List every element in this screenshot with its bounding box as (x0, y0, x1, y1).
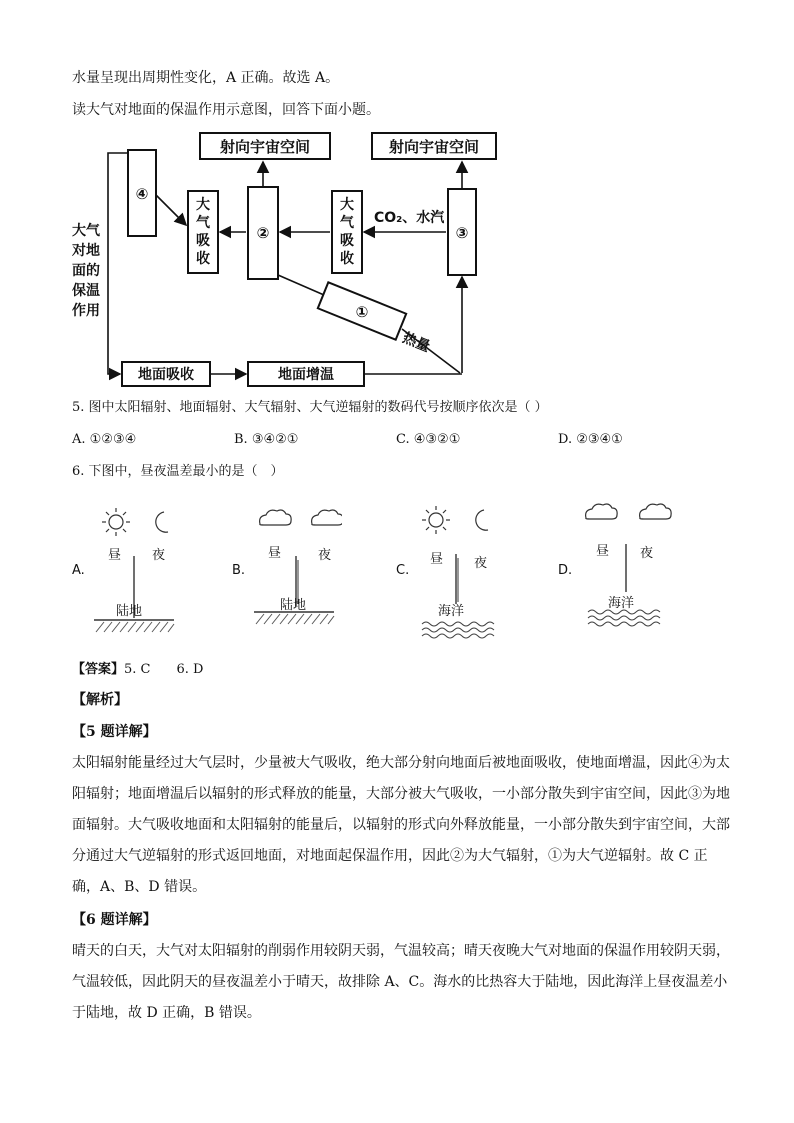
space-label-right: 射向宇宙空间 (388, 138, 480, 156)
q6-panel-c (396, 500, 506, 645)
panel-b-graphic (232, 500, 342, 640)
cloud-icon (260, 510, 292, 525)
space-label-left: 射向宇宙空间 (219, 138, 311, 156)
q5-option-c: C. ④③②① (396, 432, 461, 447)
panel-a-graphic (72, 500, 182, 640)
q6-panel-d (558, 500, 678, 640)
side-label-row-4: 保温 (72, 283, 100, 299)
absorb-right-char-1: 大 (340, 197, 354, 213)
q5-option-b: B. ③④②① (234, 432, 299, 447)
cloud-icon (586, 504, 618, 519)
panel-a-surface: 陆地 (116, 604, 143, 619)
panel-b-letter: B. (232, 563, 246, 578)
side-label-row-3: 面的 (72, 263, 100, 279)
analysis-label: 【解析】 (72, 692, 128, 708)
panel-a-night: 夜 (152, 548, 166, 563)
q5-detail-title: 【5 题详解】 (72, 724, 157, 740)
panel-c-day: 昼 (430, 552, 444, 567)
side-label-row-1: 大气 (72, 223, 100, 239)
q6-detail-title: 【6 题详解】 (72, 912, 157, 928)
answer-text: 5. C 6. D (124, 662, 204, 677)
box-4-label: ④ (135, 185, 149, 203)
cloud-icon (640, 504, 672, 519)
panel-a-letter: A. (72, 563, 85, 578)
box-3-label: ③ (455, 224, 469, 242)
panel-a-day: 昼 (108, 548, 122, 563)
q5-option-a: A. ①②③④ (72, 432, 137, 447)
absorb-left-char-1: 大 (196, 197, 210, 213)
q5-stem: 5. 图中太阳辐射、地面辐射、大气辐射、大气逆辐射的数码代号按顺序依次是（ ） (72, 400, 548, 415)
panel-b-surface: 陆地 (280, 598, 307, 613)
side-label-row-5: 作用 (72, 303, 100, 319)
sun-icon (422, 506, 450, 534)
ground-absorb-label: 地面吸收 (138, 367, 194, 383)
side-label-row-2: 对地 (72, 243, 100, 259)
q6-stem: 6. 下图中，昼夜温差最小的是（ ） (72, 464, 284, 479)
ground-warm-label: 地面增温 (278, 367, 334, 383)
panel-d-day: 昼 (596, 544, 610, 559)
absorb-right-char-2: 气 (340, 215, 354, 231)
panel-c-graphic (396, 500, 506, 645)
co2-label: CO₂、水汽 (374, 210, 445, 226)
moon-icon (476, 510, 488, 530)
panel-c-letter: C. (396, 563, 410, 578)
q5-option-d: D. ②③④① (558, 432, 623, 447)
answer-label: 【答案】 (72, 662, 125, 677)
q6-detail: 晴天的白天，大气对太阳辐射的削弱作用较阴天弱，气温较高；晴天夜晚大气对地面的保温作用较阴天弱，气温较低，因此阴天的昼夜温差小于晴天，故排除 A、C。海水的比热容大于陆地，因此海洋上昼夜温差小于陆地，故 D 正确，B 错误。 (72, 943, 730, 1021)
panel-d-graphic (558, 500, 678, 640)
absorb-right-char-3: 吸 (340, 233, 354, 249)
absorb-right-char-4: 收 (340, 251, 354, 267)
absorb-left-char-3: 吸 (196, 233, 210, 249)
box-2-label: ② (256, 224, 270, 242)
panel-c-surface: 海洋 (438, 604, 465, 619)
q6-panel-b (232, 500, 342, 640)
q6-panel-a (72, 500, 182, 640)
intro-line: 水量呈现出周期性变化，A 正确。故选 A。 (72, 70, 340, 86)
absorb-left-char-2: 气 (196, 215, 210, 231)
panel-c-night: 夜 (474, 556, 488, 571)
panel-d-letter: D. (558, 563, 573, 578)
sun-icon (102, 508, 130, 536)
answer-line (72, 660, 203, 680)
panel-d-surface: 海洋 (608, 596, 635, 611)
cloud-icon (312, 510, 342, 525)
q5-detail: 太阳辐射能量经过大气层时，少量被大气吸收，绝大部分射向地面后被地面吸收，使地面增温，因此④为太阳辐射；地面增温后以辐射的形式释放的能量，大部分被大气吸收，一小部分散失到宇宙空间，因此③为地面辐射。大气吸收地面和太阳辐射的能量后，以辐射的形式向外释放能量，一小部分散失到宇宙空间，大部分通过大气逆辐射的形式返回地面，对地面起保温作用，因此②为大气辐射，①为大气逆辐射。故 C 正确，A、B、D 错误。 (72, 755, 730, 895)
box-1-label: ① (355, 303, 369, 321)
heat-label: 热量 (400, 329, 433, 356)
moon-icon (156, 512, 168, 532)
insulation-diagram (72, 125, 512, 390)
panel-b-night: 夜 (318, 548, 332, 563)
absorb-left-char-4: 收 (196, 251, 210, 267)
panel-d-night: 夜 (640, 546, 654, 561)
panel-b-day: 昼 (268, 546, 282, 561)
prompt-line: 读大气对地面的保温作用示意图，回答下面小题。 (72, 102, 380, 118)
